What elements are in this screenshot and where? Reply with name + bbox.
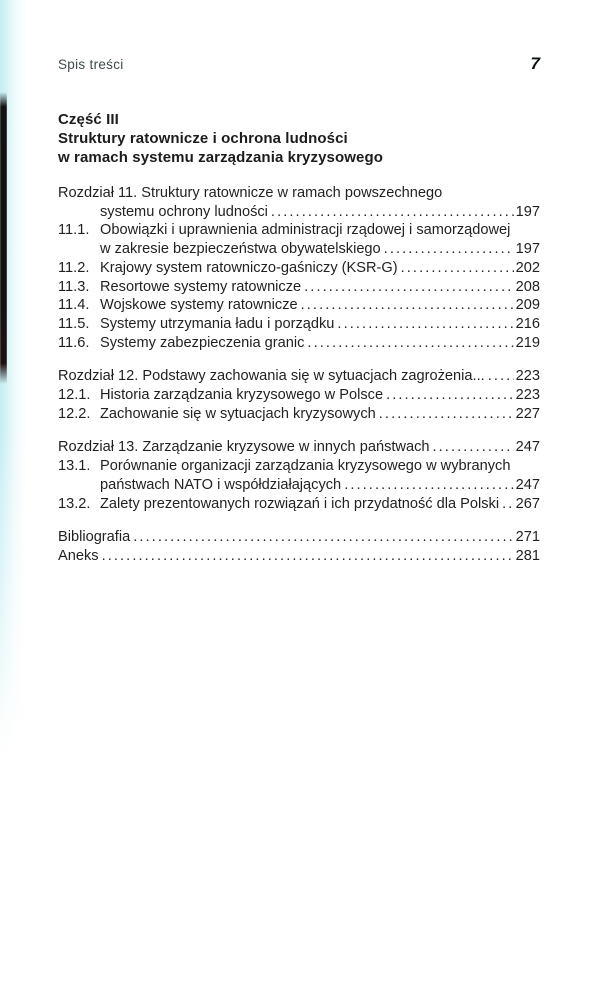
toc-entry-line [58, 259, 540, 278]
toc-entry-title: Obowiązki i uprawnienia administracji rządowej i samorządowej [100, 222, 511, 239]
toc-entry-line [58, 278, 540, 297]
toc-entry [58, 184, 540, 221]
toc-entry-page: 219 [515, 334, 540, 351]
toc-entry-page: 197 [515, 241, 540, 258]
toc-entry [58, 334, 540, 353]
toc-entry-number: 13.1. [58, 458, 91, 475]
page-number: 7 [530, 54, 540, 73]
toc-entry-line [58, 184, 540, 203]
toc-entry-line [58, 386, 540, 405]
toc-entry-number: 11.1. [58, 222, 90, 239]
dot-leader [133, 528, 513, 547]
part-heading-line-2: Struktury ratownicze i ochrona ludności [58, 130, 348, 147]
dot-leader [307, 334, 513, 353]
dot-leader [384, 240, 514, 259]
toc-entry-title: Rozdział 11. Struktury ratownicze w ramach powszechnego [58, 185, 443, 201]
toc-entry-line-cont [58, 203, 540, 222]
scan-edge-tint [0, 0, 26, 780]
toc-entry-page: 216 [515, 315, 540, 332]
dot-leader [386, 386, 514, 405]
toc-entry [58, 386, 540, 405]
toc-entry-line-cont [58, 240, 540, 259]
toc-entry [58, 315, 540, 334]
toc-entry-line [58, 457, 540, 476]
toc-entry-title: Wojskowe systemy ratownicze [100, 297, 298, 314]
toc-entry-title: Zalety prezentowanych rozwiązań i ich przydatność dla Polski [100, 495, 500, 512]
toc-entry-page: 209 [515, 297, 540, 314]
toc-entry-line [58, 296, 540, 315]
toc-entry [58, 547, 540, 566]
toc-entry-page: 267 [515, 495, 540, 512]
toc-entry-page: 208 [515, 278, 540, 295]
dot-leader [401, 259, 514, 278]
toc-entry-title: Historia zarządzania kryzysowego w Polsce [100, 387, 384, 404]
dot-leader [301, 296, 514, 315]
toc-entry [58, 405, 540, 424]
toc-entry-title: Systemy zabezpieczenia granic [100, 334, 305, 351]
toc-entry-number: 13.2. [58, 495, 91, 512]
scan-edge-shadow [0, 92, 7, 384]
toc-entry-page: 271 [515, 529, 540, 546]
dot-leader [102, 547, 514, 566]
page-header [58, 54, 540, 74]
toc-entry-line [58, 367, 540, 386]
toc-entry-title: Porównanie organizacji zarządzania kryzysowego w wybranych [100, 458, 511, 475]
toc-entry-number: 11.3. [58, 278, 90, 295]
toc-entry-line [58, 495, 540, 514]
toc-entry-page: 227 [515, 405, 540, 422]
toc-entry-line [58, 438, 540, 457]
toc-entry-page: 223 [515, 387, 540, 404]
toc-entry [58, 438, 540, 457]
dot-leader [379, 405, 514, 424]
dot-leader [433, 438, 514, 457]
dot-leader [337, 315, 513, 334]
toc-entry-title: Krajowy system ratowniczo-gaśniczy (KSR-G) [100, 259, 398, 276]
toc-entry-page: 281 [515, 547, 540, 564]
toc-entry-line [58, 528, 540, 547]
toc-entry-title: Systemy utrzymania ładu i porządku [100, 315, 335, 332]
toc-entry-line [58, 547, 540, 566]
toc-entry-title: Aneks [58, 547, 99, 564]
dot-leader [502, 495, 514, 514]
toc-entry-title: Bibliografia [58, 529, 131, 546]
toc-entry-line-cont [58, 476, 540, 495]
toc-entry [58, 457, 540, 494]
toc-entry-title-cont: państwach NATO i współdziałających [100, 476, 342, 493]
table-of-contents [58, 184, 540, 566]
toc-entry-title-cont: w zakresie bezpieczeństwa obywatelskiego [100, 241, 381, 258]
toc-entry-line [58, 221, 540, 240]
page-content [58, 0, 540, 566]
toc-entry-line [58, 334, 540, 353]
toc-entry-page: 202 [515, 259, 540, 276]
part-heading [58, 110, 540, 167]
toc-entry-number: 12.1. [58, 387, 91, 404]
dot-leader [488, 367, 514, 386]
toc-entry-page: 247 [515, 476, 540, 493]
toc-entry [58, 278, 540, 297]
toc-entry-title: Rozdział 12. Podstawy zachowania się w sytuacjach zagrożenia... [58, 368, 485, 385]
part-heading-line-1: Część III [58, 111, 119, 128]
toc-entry-number: 11.6. [58, 334, 90, 351]
dot-leader [304, 278, 514, 297]
toc-entry-number: 11.5. [58, 315, 90, 332]
toc-entry-page: 223 [515, 368, 540, 385]
toc-entry-title-cont: systemu ochrony ludności [100, 203, 268, 220]
toc-entry-title: Zachowanie się w sytuacjach kryzysowych [100, 405, 376, 422]
toc-entry-number: 11.2. [58, 259, 90, 276]
running-header-title: Spis treści [58, 57, 124, 72]
dot-leader [344, 476, 513, 495]
toc-entry [58, 367, 540, 386]
part-heading-line-3: w ramach systemu zarządzania kryzysowego [58, 149, 383, 166]
toc-entry [58, 259, 540, 278]
toc-entry-number: 11.4. [58, 297, 90, 314]
toc-entry-page: 197 [515, 203, 540, 220]
toc-entry [58, 528, 540, 547]
dot-leader [271, 203, 514, 222]
toc-entry-line [58, 315, 540, 334]
toc-entry [58, 495, 540, 514]
toc-entry-title: Rozdział 13. Zarządzanie kryzysowe w innych państwach [58, 439, 430, 456]
toc-entry-line [58, 405, 540, 424]
toc-entry [58, 296, 540, 315]
toc-entry [58, 221, 540, 258]
toc-entry-number: 12.2. [58, 405, 91, 422]
toc-entry-title: Resortowe systemy ratownicze [100, 278, 302, 295]
toc-entry-page: 247 [515, 439, 540, 456]
